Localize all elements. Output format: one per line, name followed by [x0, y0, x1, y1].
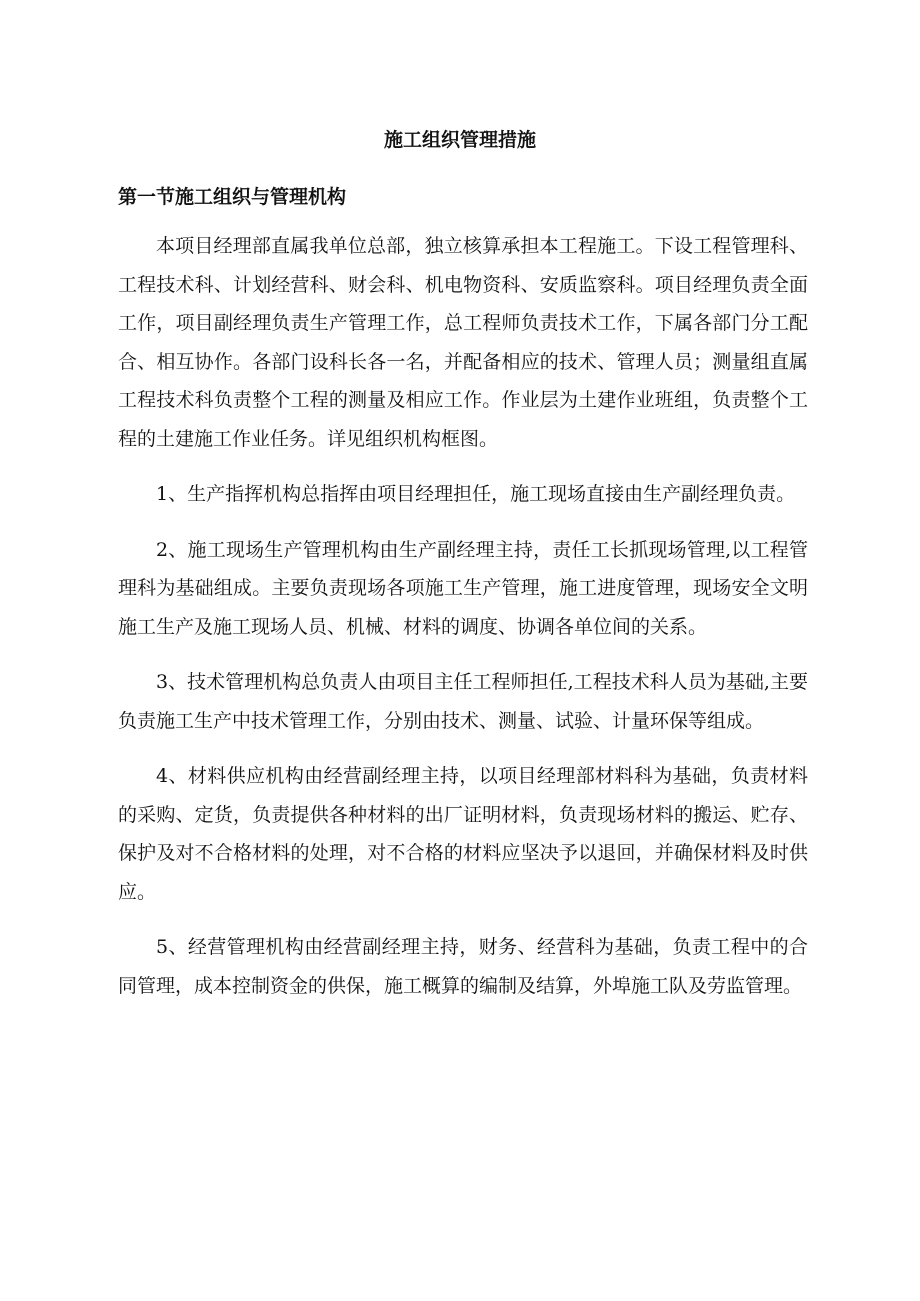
document-body: [118, 227, 808, 1022]
paragraph-item-4: 4、材料供应机构由经营副经理主持，以项目经理部材料科为基础，负责材料的采购、定货，负责提供各种材料的出厂证明材料，负责现场材料的搬运、贮存、保护及对不合格材料的处理，对不合格的材料应坚决予以退回，并确保材料及时供应。: [118, 765, 808, 903]
paragraph-item-1: 1、生产指挥机构总指挥由项目经理担任，施工现场直接由生产副经理负责。: [156, 483, 796, 505]
document-title: 施工组织管理措施: [383, 129, 536, 151]
paragraph-item-3: 3、技术管理机构总负责人由项目主任工程师担任,工程技术科人员为基础,主要负责施工生产中技术管理工作，分别由技术、测量、试验、计量环保等组成。: [118, 671, 808, 732]
paragraph-intro: 本项目经理部直属我单位总部，独立核算承担本工程施工。下设工程管理科、工程技术科、计划经营科、财会科、机电物资科、安质监察科。项目经理负责全面工作，项目副经理负责生产管理工作，总工程师负责技术工作，下属各部门分工配合、相互协作。各部门设科长各一名，并配备相应的技术、管理人员；测量组直属工程技术科负责整个工程的测量及相应工作。作业层为土建作业班组，负责整个工程的土建施工作业任务。详见组织机构框图。: [118, 235, 808, 450]
section-heading: 第一节施工组织与管理机构: [118, 186, 347, 208]
paragraph-item-5: 5、经营管理机构由经营副经理主持，财务、经营科为基础，负责工程中的合同管理，成本控制资金的供保，施工概算的编制及结算，外埠施工队及劳监管理。: [118, 936, 808, 997]
paragraph-item-2: 2、施工现场生产管理机构由生产副经理主持，责任工长抓现场管理,以工程管理科为基础组成。主要负责现场各项施工生产管理，施工进度管理，现场安全文明施工生产及施工现场人员、机械、材料的调度、协调各单位间的关系。: [118, 538, 808, 638]
